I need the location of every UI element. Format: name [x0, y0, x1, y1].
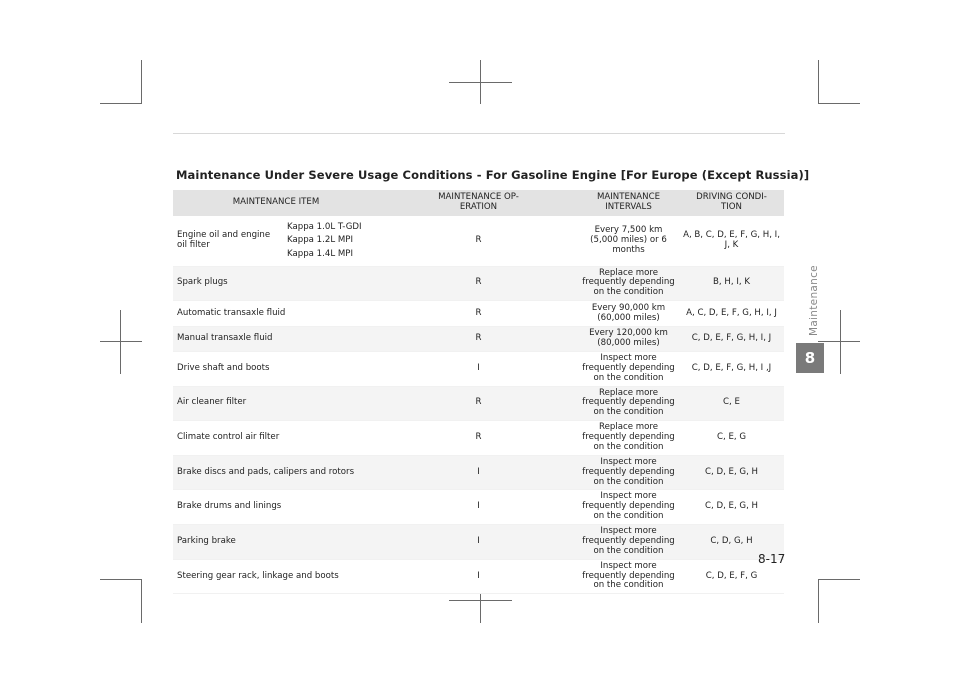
- cell-condition: C, D, E, F, G, H, I, J: [679, 327, 784, 352]
- cell-condition: A, B, C, D, E, F, G, H, I, J, K: [679, 216, 784, 266]
- table-header-row: [173, 190, 784, 216]
- crop-mark: [100, 341, 142, 342]
- table-row: [173, 266, 784, 301]
- cell-operation: R: [379, 421, 578, 456]
- cell-item: Climate control air filter: [173, 421, 379, 456]
- cell-item: Parking brake: [173, 525, 379, 560]
- cell-condition: B, H, I, K: [679, 266, 784, 301]
- cell-interval: Inspect more frequently depending on the condition: [578, 351, 679, 386]
- cell-interval: Every 90,000 km (60,000 miles): [578, 301, 679, 327]
- table-row: [173, 559, 784, 594]
- cell-operation: I: [379, 351, 578, 386]
- cell-operation: R: [379, 386, 578, 421]
- table-row: [173, 301, 784, 327]
- cell-item: Brake drums and linings: [173, 490, 379, 525]
- header-maintenance-intervals: MAINTENANCE INTERVALS: [578, 190, 679, 216]
- cell-condition: C, D, E, G, H: [679, 490, 784, 525]
- cell-item: Air cleaner filter: [173, 386, 379, 421]
- cell-interval: Every 7,500 km (5,000 miles) or 6 months: [578, 216, 679, 266]
- cell-operation: R: [379, 216, 578, 266]
- crop-mark: [100, 579, 141, 580]
- header-rule: [173, 133, 785, 134]
- cell-item: Brake discs and pads, calipers and rotors: [173, 455, 379, 490]
- cell-operation: I: [379, 490, 578, 525]
- crop-mark: [818, 579, 860, 580]
- table-row: [173, 351, 784, 386]
- cell-item: Manual transaxle fluid: [173, 327, 379, 352]
- cell-operation: I: [379, 455, 578, 490]
- table-row: [173, 455, 784, 490]
- sub-item: Kappa 1.4L MPI: [287, 249, 353, 260]
- cell-interval: Inspect more frequently depending on the condition: [578, 455, 679, 490]
- cell-item: Automatic transaxle fluid: [173, 301, 379, 327]
- header-maintenance-operation: MAINTENANCE OP- ERATION: [379, 190, 578, 216]
- cell-operation: I: [379, 525, 578, 560]
- crop-mark: [449, 600, 512, 601]
- crop-mark: [818, 60, 819, 104]
- table-row: [173, 386, 784, 421]
- cell-operation: I: [379, 559, 578, 594]
- cell-operation: R: [379, 327, 578, 352]
- cell-condition: C, D, G, H: [679, 525, 784, 560]
- cell-interval: Replace more frequently depending on the condition: [578, 421, 679, 456]
- crop-mark: [818, 103, 860, 104]
- cell-interval: Inspect more frequently depending on the condition: [578, 559, 679, 594]
- crop-mark: [818, 341, 860, 342]
- cell-operation: R: [379, 266, 578, 301]
- cell-condition: C, D, E, F, G: [679, 559, 784, 594]
- cell-condition: C, E, G: [679, 421, 784, 456]
- cell-sub-items: [283, 216, 379, 266]
- chapter-tab: [796, 343, 824, 373]
- header-driving-condition: DRIVING CONDI- TION: [679, 190, 784, 216]
- crop-mark: [840, 310, 841, 374]
- table-row: [173, 421, 784, 456]
- cell-interval: Replace more frequently depending on the condition: [578, 386, 679, 421]
- crop-mark: [141, 60, 142, 104]
- cell-condition: C, D, E, F, G, H, I ,J: [679, 351, 784, 386]
- cell-operation: R: [379, 301, 578, 327]
- crop-mark: [120, 310, 121, 374]
- cell-interval: Replace more frequently depending on the condition: [578, 266, 679, 301]
- table-row: [173, 525, 784, 560]
- cell-interval: Inspect more frequently depending on the condition: [578, 490, 679, 525]
- cell-item: Drive shaft and boots: [173, 351, 379, 386]
- cell-interval: Inspect more frequently depending on the condition: [578, 525, 679, 560]
- sub-item: Kappa 1.2L MPI: [287, 235, 353, 246]
- cell-item: Engine oil and engine oil filter: [173, 216, 283, 266]
- crop-mark: [100, 103, 141, 104]
- cell-item: Spark plugs: [173, 266, 379, 301]
- cell-condition: C, D, E, G, H: [679, 455, 784, 490]
- chapter-number: 8: [804, 349, 816, 367]
- cell-interval: Every 120,000 km (80,000 miles): [578, 327, 679, 352]
- side-section-label: Maintenance: [808, 265, 820, 336]
- table-row: [173, 216, 784, 266]
- cell-condition: A, C, D, E, F, G, H, I, J: [679, 301, 784, 327]
- crop-mark: [449, 82, 512, 83]
- crop-mark: [818, 579, 819, 623]
- page-title: Maintenance Under Severe Usage Conditions - For Gasoline Engine [For Europe (Except Russia)]: [176, 168, 810, 182]
- table-row: [173, 490, 784, 525]
- table-row: [173, 327, 784, 352]
- cell-item: Steering gear rack, linkage and boots: [173, 559, 379, 594]
- cell-condition: C, E: [679, 386, 784, 421]
- sub-item: Kappa 1.0L T-GDI: [287, 221, 362, 232]
- header-maintenance-item: MAINTENANCE ITEM: [173, 190, 379, 216]
- crop-mark: [141, 579, 142, 623]
- maintenance-table: [173, 190, 784, 594]
- page-number: 8-17: [758, 552, 786, 566]
